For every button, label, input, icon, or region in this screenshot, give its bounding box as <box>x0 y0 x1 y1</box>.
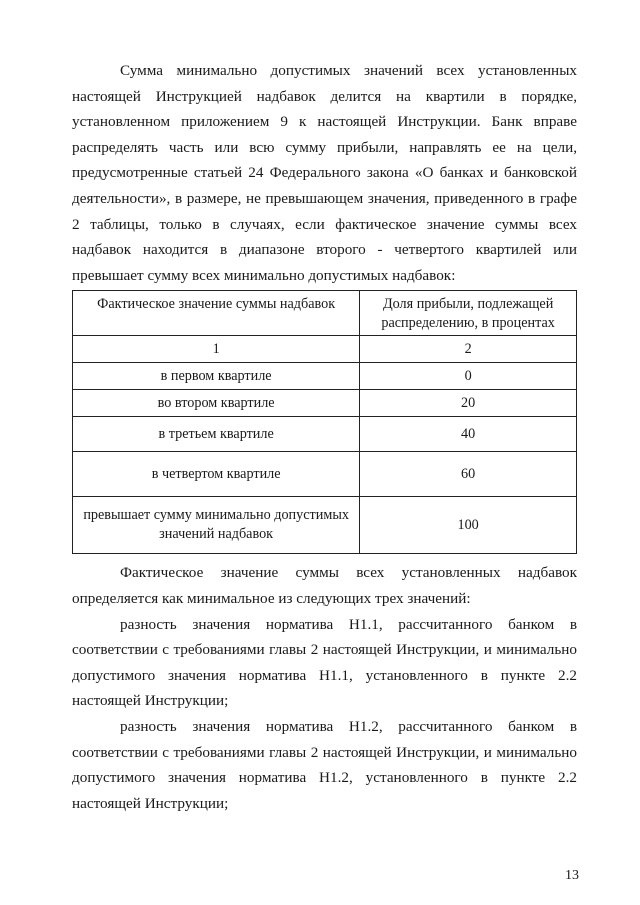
table-row <box>73 417 577 452</box>
table-row-label: превышает сумму минимально допустимых значений надбавок <box>73 497 360 554</box>
table-row-label: во втором квартиле <box>73 390 360 417</box>
table-header-actual-value: Фактическое значение суммы надбавок <box>73 291 360 336</box>
table-row <box>73 363 577 390</box>
document-page <box>72 58 577 816</box>
table-row-value: 0 <box>360 363 577 390</box>
table-row <box>73 497 577 554</box>
table-row <box>73 452 577 497</box>
table-row-value: 60 <box>360 452 577 497</box>
table-row-value: 100 <box>360 497 577 554</box>
paragraph-h1-1: разность значения норматива Н1.1, рассчитанного банком в соответствии с требованиями главы 2 настоящей Инструкции, и минимально допустимого значения норматива Н1.1, установленного в пункте 2.2 настоящей Инструкции; <box>72 615 577 710</box>
page-number: 13 <box>565 868 579 883</box>
paragraph-definition: Фактическое значение суммы всех установленных надбавок определяется как минимальное из следующих трех значений: <box>72 564 577 607</box>
table-column-number: 2 <box>360 336 577 363</box>
table-row-value: 40 <box>360 417 577 452</box>
table-row-value: 20 <box>360 390 577 417</box>
table-row-label: в третьем квартиле <box>73 417 360 452</box>
table-header-profit-share: Доля прибыли, подлежащей распределению, в процентах <box>360 291 577 336</box>
table-column-numbers-row <box>73 336 577 363</box>
paragraph-intro: Сумма минимально допустимых значений всех установленных настоящей Инструкцией надбавок делится на квартили в порядке, установленном приложением 9 к настоящей Инструкции. Банк вправе распределять часть или всю сумму прибыли, направлять ее на цели, предусмотренные статьей 24 Федерального закона «О банках и банковской деятельности», в размере, не превышающем значения, приведенного в графе 2 таблицы, только в случаях, если фактическое значение суммы всех надбавок находится в диапазоне второго - четвертого квартилей или превышает сумму всех минимально допустимых надбавок: <box>72 62 577 284</box>
profit-distribution-table <box>72 290 577 554</box>
table-column-number: 1 <box>73 336 360 363</box>
table-row-label: в первом квартиле <box>73 363 360 390</box>
table-row-label: в четвертом квартиле <box>73 452 360 497</box>
table-header-row <box>73 291 577 336</box>
paragraph-h1-2: разность значения норматива Н1.2, рассчитанного банком в соответствии с требованиями главы 2 настоящей Инструкции, и минимально допустимого значения норматива Н1.2, установленного в пункте 2.2 настоящей Инструкции; <box>72 717 577 812</box>
table-row <box>73 390 577 417</box>
